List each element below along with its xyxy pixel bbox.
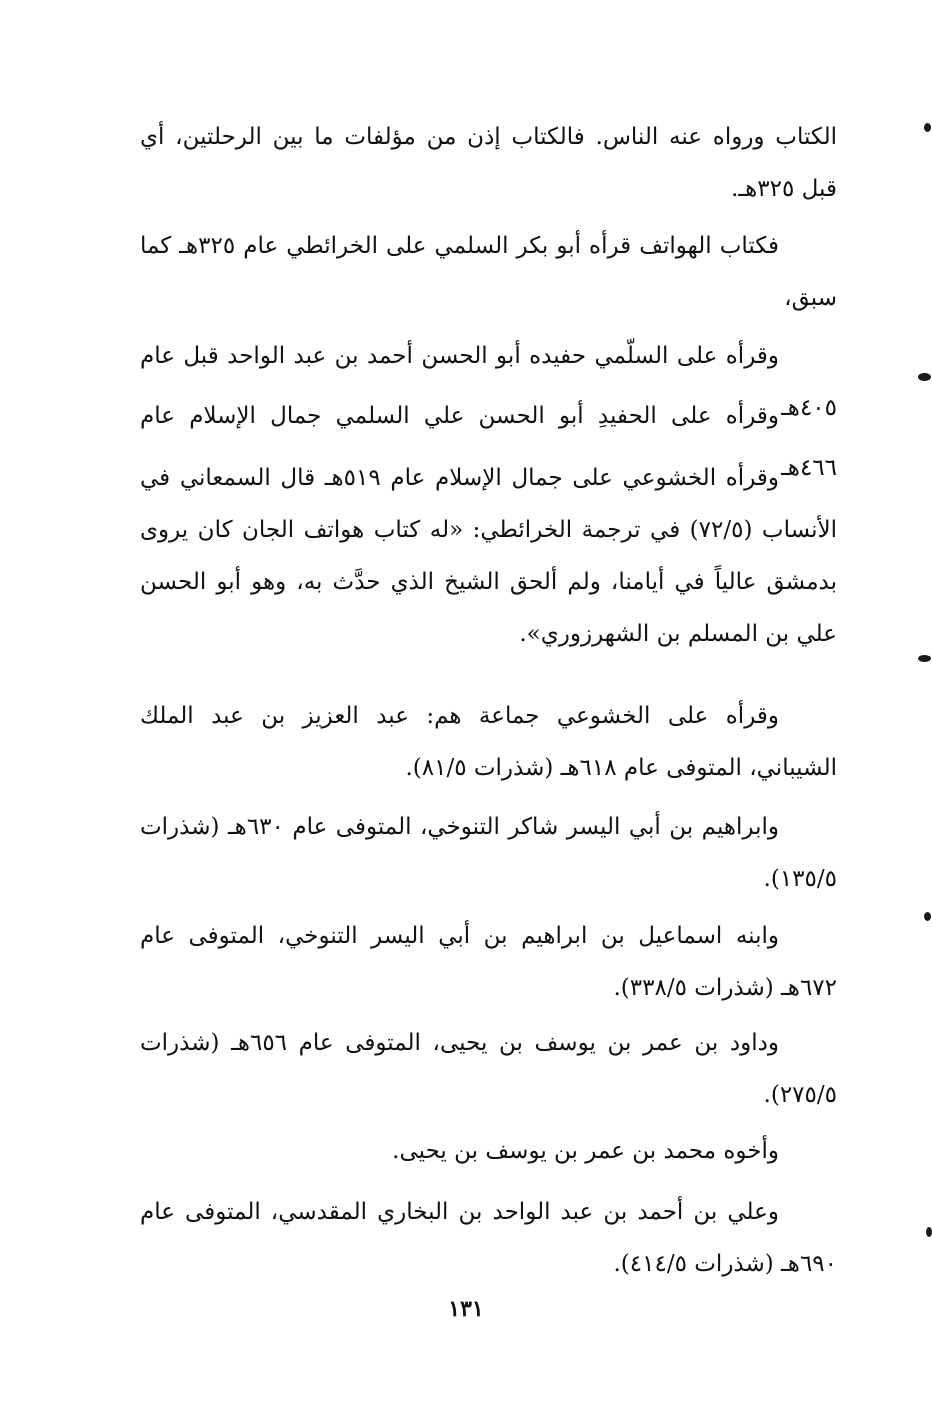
paragraph-7: وابراهيم بن أبي اليسر شاكر التنوخي، المتوفى عام ٦٣٠هـ (شذرات ١٣٥/٥). [140,814,837,892]
scan-edge-mark [926,1227,932,1237]
page-number: ١٣١ [448,1296,484,1322]
paragraph-11: وعلي بن أحمد بن عبد الواحد بن البخاري المقدسي، المتوفى عام ٦٩٠هـ (شذرات ٤١٤/٥). [140,1199,837,1277]
paragraph-8: وابنه اسماعيل بن ابراهيم بن أبي اليسر التنوخي، المتوفى عام ٦٧٢هـ (شذرات ٣٣٨/٥). [140,923,837,1001]
paragraph-10: وأخوه محمد بن عمر بن يوسف بن يحيى. [392,1138,779,1164]
paragraph-6: وقرأه على الخشوعي جماعة هم: عبد العزيز بن عبد الملك الشيباني، المتوفى عام ٦١٨هـ (شذرات ٨١/٥). [140,703,837,781]
paragraph-1: الكتاب ورواه عنه الناس. فالكتاب إذن من مؤلفات ما بين الرحلتين، أي قبل ٣٢٥هـ. [140,124,837,202]
paragraph-5: وقرأه الخشوعي على جمال الإسلام عام ٥١٩هـ قال السمعاني في الأنساب (٧٢/٥) في ترجمة الخرائطي: «له كتاب هواتف الجان كان يروى بدمشق عالياً في أيامنا، ولم ألحق الشيخ الذي حدَّث به، وهو أبو الحسن علي بن المسلم بن الشهرزوري». [140,465,838,647]
scan-edge-mark [924,123,931,132]
scan-edge-mark [918,373,931,381]
paragraph-2: فكتاب الهواتف قرأه أبو بكر السلمي على الخرائطي عام ٣٢٥هـ كما سبق، [140,233,837,311]
scan-edge-mark [918,655,931,662]
paragraph-9: وداود بن عمر بن يوسف بن يحيى، المتوفى عام ٦٥٦هـ (شذرات ٢٧٥/٥). [140,1030,837,1108]
paragraph-4: وقرأه على الحفيدِ أبو الحسن علي السلمي جمال الإسلام عام ٤٦٦هـ [140,403,837,481]
scan-edge-mark [924,912,931,921]
paragraph-3: وقرأه على السلّمي حفيده أبو الحسن أحمد بن عبد الواحد قبل عام ٤٠٥هـ [140,343,837,421]
